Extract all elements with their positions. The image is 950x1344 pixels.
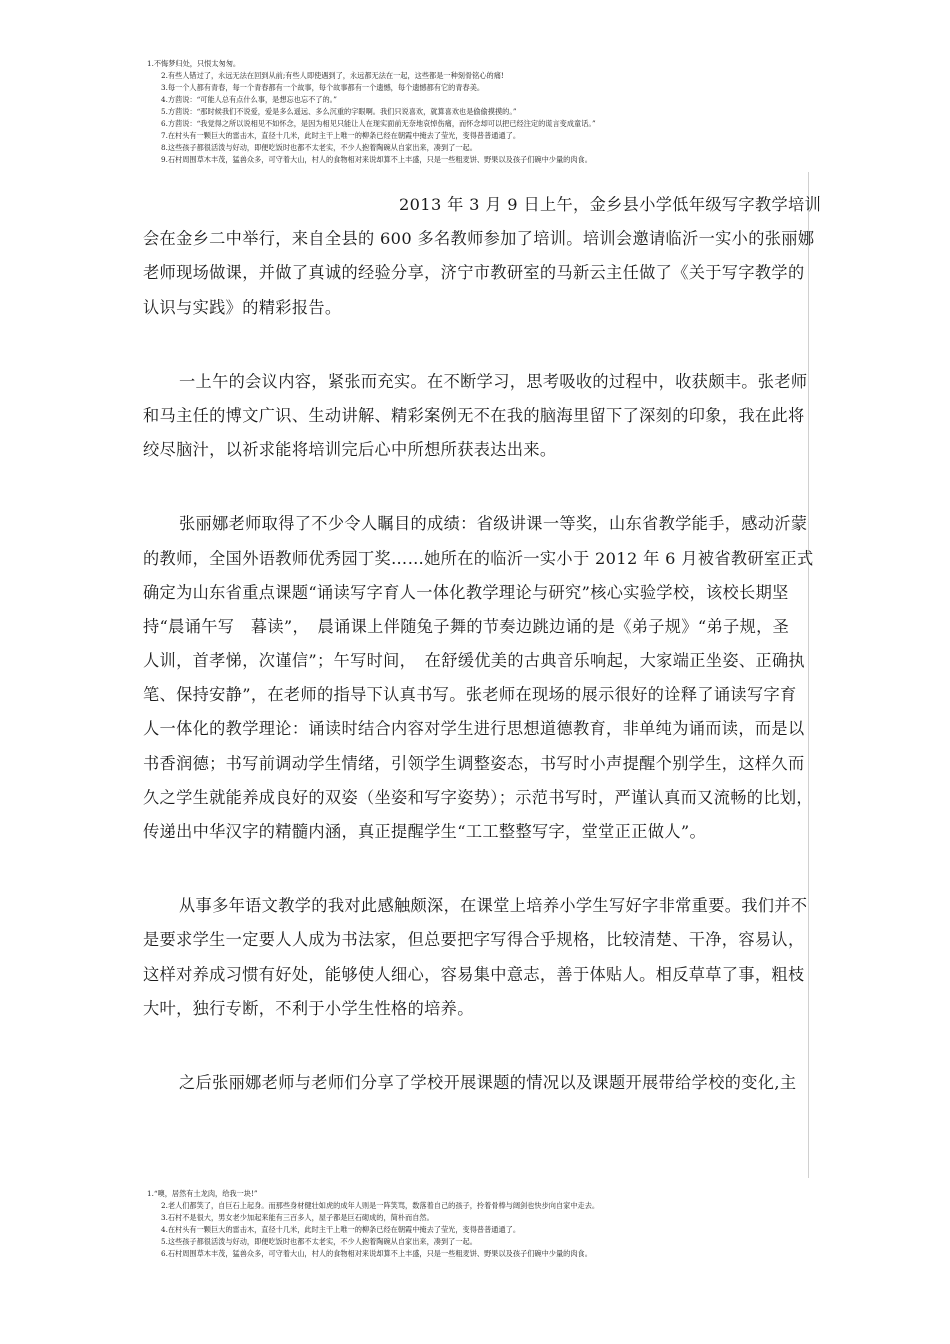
text-line: 人一体化的教学理论：诵读时结合内容对学生进行思想道德教育，非单纯为诵而读，而是以: [143, 719, 805, 739]
note-line: 2.老人们都笑了，自巨石上起身。而那些身材健壮如虎的成年人则是一阵笑骂，数落着自己的孩子，拎着骨棒与阔剑也快步向自家中走去。: [161, 1201, 600, 1210]
note-line: 1.不悔梦归处，只恨太匆匆。: [147, 59, 241, 68]
note-line: 1.“噢，居然有土龙肉，给我一块!”: [147, 1189, 258, 1198]
note-line: 2.有些人错过了，永远无法在回到从前;有些人即使遇到了，永远都无法在一起，这些都是一种刻骨铭心的痛!: [161, 71, 504, 80]
text-line: 的教师，全国外语教师优秀园丁奖……她所在的临沂一实小于 2012 年 6 月被省教研室正式: [143, 548, 814, 568]
note-line: 5.方茴说：“那时候我们不说爱，爱是多么遥远、多么沉重的字眼啊。我们只说喜欢，就算喜欢也是偷偷摸摸的。”: [161, 107, 517, 116]
text-line: 绞尽脑汁，以祈求能将培训完后心中所想所获表达出来。: [143, 440, 557, 460]
paragraph-1: [143, 188, 822, 325]
text-line: 书香润德；书写前调动学生情绪，引领学生调整姿态，书写时小声提醒个别学生，这样久而: [143, 753, 805, 773]
text-line: 之后张丽娜老师与老师们分享了学校开展课题的情况以及课题开展带给学校的变化,主: [179, 1072, 797, 1092]
text-line: 传递出中华汉字的精髓内涵，真正提醒学生“工工整整写字，堂堂正正做人”。: [143, 822, 706, 841]
text-line: 是要求学生一定要人人成为书法家，但总要把字写得合乎规格，比较清楚、干净，容易认，: [143, 930, 805, 950]
note-line: 3.石村不是很大，男女老少加起来能有三百多人，屋子都是巨石砌成的，简朴而自然。: [161, 1213, 434, 1222]
note-line: 7.在村头有一颗巨大的雷击木，直径十几米，此时主干上唯一的柳条已经在朝霞中掩去了莹光，变得普普通通了。: [161, 131, 521, 140]
note-line: 6.石村周围草木丰茂，猛兽众多，可守着大山，村人的食物相对来说却算不上丰盛，只是一些粗麦饼、野果以及孩子们碗中少量的肉食。: [161, 1249, 592, 1258]
paragraph-4: [143, 889, 819, 1026]
note-line: 6.方茴说：“我觉得之所以说相见不如怀念，是因为相见只能让人在现实面前无奈地哀悼伤痛，而怀念却可以把已经注定的谎言变成童话。”: [161, 119, 596, 128]
text-line: 从事多年语文教学的我对此感触颇深，在课堂上培养小学生写好字非常重要。我们并不: [179, 896, 808, 916]
note-line: 9.石村周围草木丰茂，猛兽众多，可守着大山，村人的食物相对来说却算不上丰盛，只是一些粗麦饼、野果以及孩子们碗中少量的肉食。: [161, 155, 592, 164]
text-line: 持“晨诵午写 暮读”， 晨诵课上伴随兔子舞的节奏边跳边诵的是《弟子规》“弟子规，圣: [143, 616, 790, 636]
article-body: [143, 188, 822, 1100]
text-line: 和马主任的博文广识、生动讲解、精彩案例无不在我的脑海里留下了深刻的印象，我在此将: [143, 405, 805, 425]
note-line: 4.在村头有一颗巨大的雷击木，直径十几米，此时主干上唯一的柳条已经在朝霞中掩去了莹光，变得普普通通了。: [161, 1225, 521, 1234]
text-line: 2013 年 3 月 9 日上午，金乡县小学低年级写字教学培训: [399, 195, 822, 214]
paragraph-3: [143, 507, 819, 849]
note-line: 8.这些孩子都很活泼与好动，即便吃饭时也都不太老实，不少人抱着陶碗从自家出来，凑到了一起。: [161, 143, 477, 152]
paragraph-5: [143, 1066, 819, 1100]
note-line: 5.这些孩子都很活泼与好动，即便吃饭时也都不太老实，不少人抱着陶碗从自家出来，凑到了一起。: [161, 1237, 477, 1246]
note-line: 3.每一个人都有青春，每一个青春都有一个故事，每个故事都有一个遗憾，每个遗憾都有它的青春美。: [161, 83, 485, 92]
text-line: 会在金乡二中举行，来自全县的 600 多名教师参加了培训。培训会邀请临沂一实小的张丽娜: [143, 229, 815, 249]
text-line: 认识与实践》的精彩报告。: [143, 297, 342, 317]
text-line: 久之学生就能养成良好的双姿（坐姿和写字姿势）；示范书写时，严谨认真而又流畅的比划，: [143, 787, 813, 807]
paragraph-2: [143, 365, 819, 468]
text-line: 确定为山东省重点课题“诵读写字育人一体化教学理论与研究”核心实验学校，该校长期坚: [143, 582, 789, 602]
text-line: 人训，首孝悌，次谨信”；午写时间， 在舒缓优美的古典音乐响起，大家端正坐姿、正确执: [143, 651, 806, 671]
text-line: 这样对养成习惯有好处，能够使人细心，容易集中意志，善于体贴人。相反草草了事，粗枝: [143, 964, 805, 984]
text-line: 一上午的会议内容，紧张而充实。在不断学习，思考吸收的过程中，收获颇丰。张老师: [179, 371, 808, 391]
note-line: 4.方茴说：“可能人总有点什么事，是想忘也忘不了的。”: [161, 95, 337, 104]
text-line: 老师现场做课，并做了真诚的经验分享，济宁市教研室的马新云主任做了《关于写字教学的: [143, 263, 805, 283]
text-line: 张丽娜老师取得了不少令人瞩目的成绩：省级讲课一等奖，山东省教学能手，感动沂蒙: [179, 514, 808, 534]
text-line: 大叶，独行专断，不利于小学生性格的培养。: [143, 998, 474, 1018]
text-line: 笔、保持安静”，在老师的指导下认真书写。张老师在现场的展示很好的诠释了诵读写字育: [143, 685, 797, 705]
